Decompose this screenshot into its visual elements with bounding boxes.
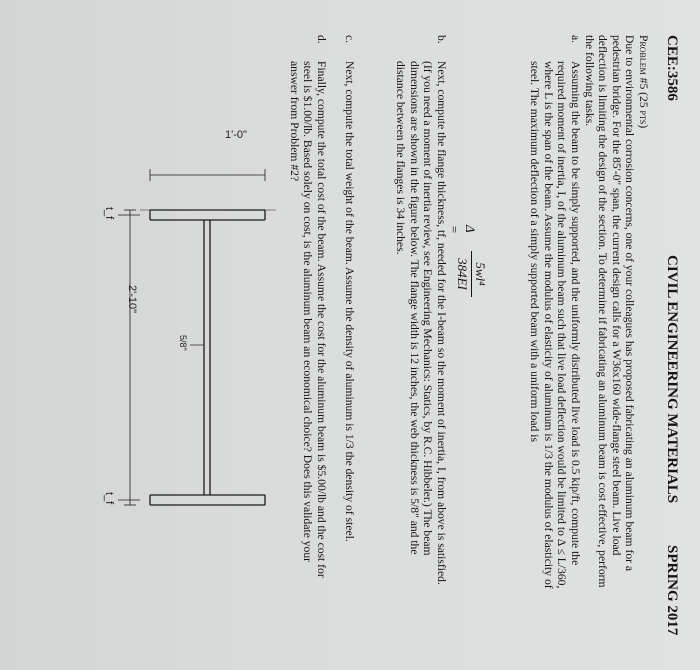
- i-beam-figure: [110, 55, 290, 575]
- flange-width-label: 1'-0": [225, 129, 247, 141]
- task-text: Next, compute the total weight of the beam. Assume the density of aluminum is 1/3 the density of steel.: [343, 61, 356, 542]
- problem-sheet: [85, 15, 700, 645]
- tf-label-left: t_f: [103, 207, 115, 220]
- task-text: Next, compute the flange thickness, tf, needed for the I-beam so the moment of inertia, I, from above is satisfied. (If you need a moment of inertia review, see Engineering Mechanics: Statics, by R.C. Hibbeler.) The beam dimensions are shown in the figure below. The flange width is 12 inches, the web thickness is 5/8" and the distance between the flanges is 34 inches.: [394, 61, 448, 585]
- task-marker: a.: [569, 35, 582, 44]
- depth-label: 2'-10": [126, 285, 138, 314]
- fraction-bar: [471, 251, 472, 297]
- tf-label-right: t_f: [103, 492, 115, 505]
- web-thickness-label: 5/8": [178, 335, 188, 351]
- course-code: CEE:3586: [664, 35, 680, 101]
- task-text: Assuming the beam to be simply supported, and the uniformly distributed live load is 0.5 kip/ft, compute the required moment of inertia, I, of the aluminum beam such that live load deflection would be limited to Δ ≤ L/360, where L is the span of the beam. Assume the modulus of elasticity of aluminum is 1/3 the modulus of elasticity of steel. The maximum deflection of a simply supported beam with a uniform load is: [528, 61, 582, 589]
- task-c: [342, 35, 356, 590]
- formula-numerator: 5wl⁴: [473, 262, 488, 286]
- task-d: [287, 35, 328, 590]
- task-b: [394, 35, 448, 590]
- problem-title: Problem #5 (25 pts): [637, 35, 650, 129]
- formula-lhs: Δ =: [447, 225, 478, 234]
- course-title: CIVIL ENGINEERING MATERIALS: [664, 255, 680, 504]
- task-marker: d.: [315, 35, 328, 44]
- task-text: Finally, compute the total cost of the beam. Assume the cost for the aluminum beam is $5.00/lb and the cost for steel is $1.00/lb. Based solely on cost, is the aluminum beam an economical choice? Does this validate your answer from Problem #2?: [287, 61, 328, 578]
- problem-intro: [582, 35, 650, 590]
- task-marker: c.: [343, 35, 356, 44]
- task-marker: b.: [435, 35, 448, 44]
- task-a: [528, 35, 582, 590]
- formula-denominator: 384EI: [455, 258, 470, 290]
- term: SPRING 2017: [664, 545, 680, 636]
- problem-intro-text: Due to environmental corrosion concerns, one of your colleagues has proposed fabricating an aluminum beam for a pedestrian bridge. For the 85'-0" span, the current design calls for a W36x160 wide-flange steel beam. Live load deflection is limiting the design of the section. To determine if fabricating an aluminum beam is cost effective, perform the following tasks.: [582, 35, 637, 588]
